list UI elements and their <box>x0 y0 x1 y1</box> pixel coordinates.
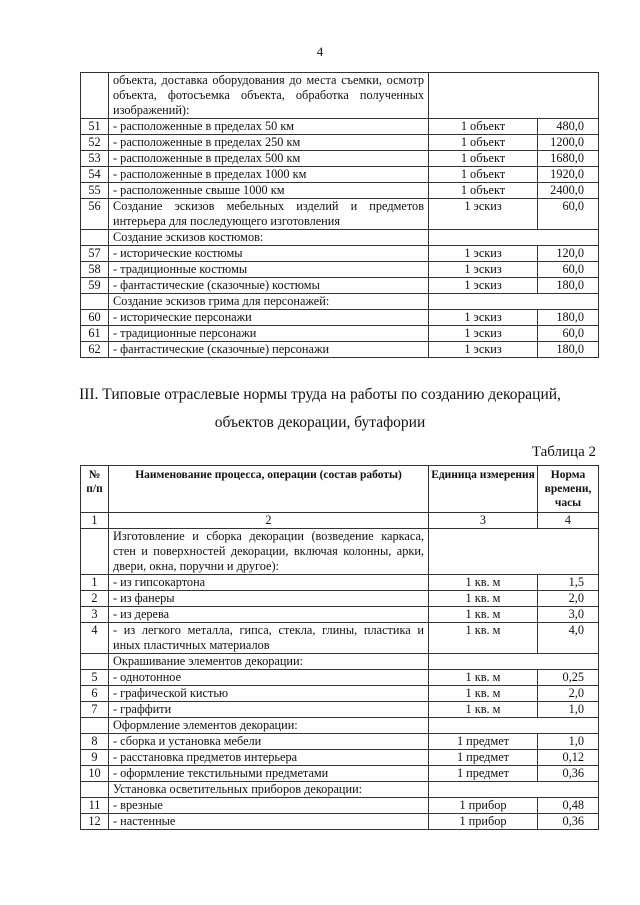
row-description: - из гипсокартона <box>109 575 429 591</box>
row-number: 62 <box>81 342 109 358</box>
row-number: 11 <box>81 798 109 814</box>
table-row <box>81 326 599 342</box>
row-unit: 1 объект <box>429 119 538 135</box>
row-norm: 1920,0 <box>538 167 599 183</box>
row-unit: 1 эскиз <box>429 310 538 326</box>
row-number <box>81 230 109 246</box>
empty-cell <box>429 718 599 734</box>
empty-cell <box>429 73 599 119</box>
column-number: 4 <box>538 513 599 529</box>
section-row <box>81 73 599 119</box>
table-row <box>81 199 599 230</box>
table-row <box>81 702 599 718</box>
row-description: - настенные <box>109 814 429 830</box>
row-norm: 0,48 <box>538 798 599 814</box>
table-row <box>81 262 599 278</box>
row-norm: 1,0 <box>538 734 599 750</box>
row-number: 59 <box>81 278 109 294</box>
row-description: - фантастические (сказочные) персонажи <box>109 342 429 358</box>
section-row <box>81 529 599 575</box>
row-number: 56 <box>81 199 109 230</box>
row-norm: 0,36 <box>538 766 599 782</box>
row-number: 53 <box>81 151 109 167</box>
header-norm: Норма времени, часы <box>538 466 599 513</box>
section-heading-line-2: объектов декорации, бутафории <box>214 414 426 431</box>
table-row <box>81 119 599 135</box>
header-name: Наименование процесса, операции (состав работы) <box>109 466 429 513</box>
row-norm: 60,0 <box>538 199 599 230</box>
row-description: Создание эскизов костюмов: <box>109 230 429 246</box>
row-number: 52 <box>81 135 109 151</box>
table-row <box>81 607 599 623</box>
row-unit: 1 кв. м <box>429 686 538 702</box>
row-description: - сборка и установка мебели <box>109 734 429 750</box>
empty-cell <box>429 782 599 798</box>
column-number: 2 <box>109 513 429 529</box>
table-row <box>81 734 599 750</box>
table-row <box>81 798 599 814</box>
row-unit: 1 прибор <box>429 814 538 830</box>
table-row <box>81 135 599 151</box>
section-row <box>81 782 599 798</box>
row-unit: 1 кв. м <box>429 575 538 591</box>
row-norm: 3,0 <box>538 607 599 623</box>
row-unit: 1 объект <box>429 167 538 183</box>
row-norm: 480,0 <box>538 119 599 135</box>
row-norm: 2400,0 <box>538 183 599 199</box>
row-unit: 1 объект <box>429 183 538 199</box>
row-description: объекта, доставка оборудования до места съемки, осмотр объекта, фотосъемка объекта, обработка полученных изображений): <box>109 73 429 119</box>
table-row <box>81 750 599 766</box>
row-description: - расположенные в пределах 1000 км <box>109 167 429 183</box>
row-description: - расположенные в пределах 500 км <box>109 151 429 167</box>
row-number: 57 <box>81 246 109 262</box>
row-description: - исторические персонажи <box>109 310 429 326</box>
row-description: - графической кистью <box>109 686 429 702</box>
table-row <box>81 814 599 830</box>
row-description: - фантастические (сказочные) костюмы <box>109 278 429 294</box>
row-number: 55 <box>81 183 109 199</box>
table-title: Таблица 2 <box>531 444 596 460</box>
row-norm: 2,0 <box>538 591 599 607</box>
row-norm: 1,5 <box>538 575 599 591</box>
row-description: - традиционные персонажи <box>109 326 429 342</box>
row-description: - из дерева <box>109 607 429 623</box>
row-description: - врезные <box>109 798 429 814</box>
row-unit: 1 кв. м <box>429 623 538 654</box>
empty-cell <box>429 230 599 246</box>
section-row <box>81 654 599 670</box>
table-row <box>81 342 599 358</box>
row-number <box>81 294 109 310</box>
row-number: 58 <box>81 262 109 278</box>
row-number: 12 <box>81 814 109 830</box>
table-row <box>81 183 599 199</box>
table-row <box>81 670 599 686</box>
table-row <box>81 310 599 326</box>
row-description: - традиционные костюмы <box>109 262 429 278</box>
column-number-row <box>81 513 599 529</box>
row-unit: 1 эскиз <box>429 326 538 342</box>
row-norm: 120,0 <box>538 246 599 262</box>
column-number: 3 <box>429 513 538 529</box>
row-norm: 2,0 <box>538 686 599 702</box>
row-unit: 1 объект <box>429 135 538 151</box>
row-norm: 1200,0 <box>538 135 599 151</box>
row-description: - граффити <box>109 702 429 718</box>
row-description: - исторические костюмы <box>109 246 429 262</box>
row-unit: 1 кв. м <box>429 670 538 686</box>
row-number <box>81 73 109 119</box>
empty-cell <box>429 654 599 670</box>
row-norm: 4,0 <box>538 623 599 654</box>
row-description: - расположенные в пределах 250 км <box>109 135 429 151</box>
row-norm: 180,0 <box>538 342 599 358</box>
table-header-row <box>81 466 599 513</box>
row-unit: 1 кв. м <box>429 607 538 623</box>
table-row <box>81 278 599 294</box>
row-unit: 1 предмет <box>429 750 538 766</box>
empty-cell <box>429 294 599 310</box>
norms-table-1 <box>80 72 599 358</box>
row-description: Установка осветительных приборов декорации: <box>109 782 429 798</box>
row-number: 54 <box>81 167 109 183</box>
header-unit: Единица измерения <box>429 466 538 513</box>
row-description: - оформление текстильными предметами <box>109 766 429 782</box>
row-description: - однотонное <box>109 670 429 686</box>
row-norm: 60,0 <box>538 326 599 342</box>
row-description: - расстановка предметов интерьера <box>109 750 429 766</box>
section-row <box>81 294 599 310</box>
row-number: 2 <box>81 591 109 607</box>
row-number: 6 <box>81 686 109 702</box>
table-row <box>81 167 599 183</box>
row-number <box>81 654 109 670</box>
table-row <box>81 686 599 702</box>
table-row <box>81 246 599 262</box>
row-norm: 1,0 <box>538 702 599 718</box>
row-description: Оформление элементов декорации: <box>109 718 429 734</box>
table-row <box>81 575 599 591</box>
row-unit: 1 предмет <box>429 734 538 750</box>
row-description: Создание эскизов грима для персонажей: <box>109 294 429 310</box>
row-number <box>81 529 109 575</box>
table-row <box>81 766 599 782</box>
row-description: Изготовление и сборка декорации (возведение каркаса, стен и поверхностей декорации, включая колонны, арки, двери, окна, поручни и другое): <box>109 529 429 575</box>
row-number: 1 <box>81 575 109 591</box>
row-unit: 1 объект <box>429 151 538 167</box>
row-norm: 0,12 <box>538 750 599 766</box>
row-unit: 1 эскиз <box>429 246 538 262</box>
row-number: 3 <box>81 607 109 623</box>
header-number: № п/п <box>81 466 109 513</box>
row-number: 9 <box>81 750 109 766</box>
table-row <box>81 591 599 607</box>
row-unit: 1 кв. м <box>429 702 538 718</box>
section-row <box>81 230 599 246</box>
row-number: 51 <box>81 119 109 135</box>
table-row <box>81 151 599 167</box>
row-norm: 180,0 <box>538 310 599 326</box>
row-unit: 1 эскиз <box>429 199 538 230</box>
section-heading-line-1: III. Типовые отраслевые нормы труда на работы по созданию декораций, <box>79 386 561 403</box>
row-norm: 60,0 <box>538 262 599 278</box>
column-number: 1 <box>81 513 109 529</box>
row-number: 10 <box>81 766 109 782</box>
row-description: - из легкого металла, гипса, стекла, глины, пластика и иных пластичных материалов <box>109 623 429 654</box>
row-number: 7 <box>81 702 109 718</box>
row-unit: 1 предмет <box>429 766 538 782</box>
empty-cell <box>429 529 599 575</box>
row-number: 61 <box>81 326 109 342</box>
section-row <box>81 718 599 734</box>
page-number: 4 <box>316 44 324 59</box>
row-number: 5 <box>81 670 109 686</box>
row-description: - расположенные в пределах 50 км <box>109 119 429 135</box>
row-unit: 1 эскиз <box>429 262 538 278</box>
row-number: 8 <box>81 734 109 750</box>
row-description: Создание эскизов мебельных изделий и предметов интерьера для последующего изготовления <box>109 199 429 230</box>
row-description: - из фанеры <box>109 591 429 607</box>
row-number <box>81 718 109 734</box>
row-number <box>81 782 109 798</box>
row-norm: 0,25 <box>538 670 599 686</box>
row-number: 60 <box>81 310 109 326</box>
row-unit: 1 эскиз <box>429 278 538 294</box>
row-unit: 1 эскиз <box>429 342 538 358</box>
row-description: Окрашивание элементов декорации: <box>109 654 429 670</box>
row-norm: 0,36 <box>538 814 599 830</box>
row-unit: 1 прибор <box>429 798 538 814</box>
row-norm: 180,0 <box>538 278 599 294</box>
row-unit: 1 кв. м <box>429 591 538 607</box>
row-norm: 1680,0 <box>538 151 599 167</box>
table-row <box>81 623 599 654</box>
row-number: 4 <box>81 623 109 654</box>
row-description: - расположенные свыше 1000 км <box>109 183 429 199</box>
norms-table-2 <box>80 465 599 830</box>
